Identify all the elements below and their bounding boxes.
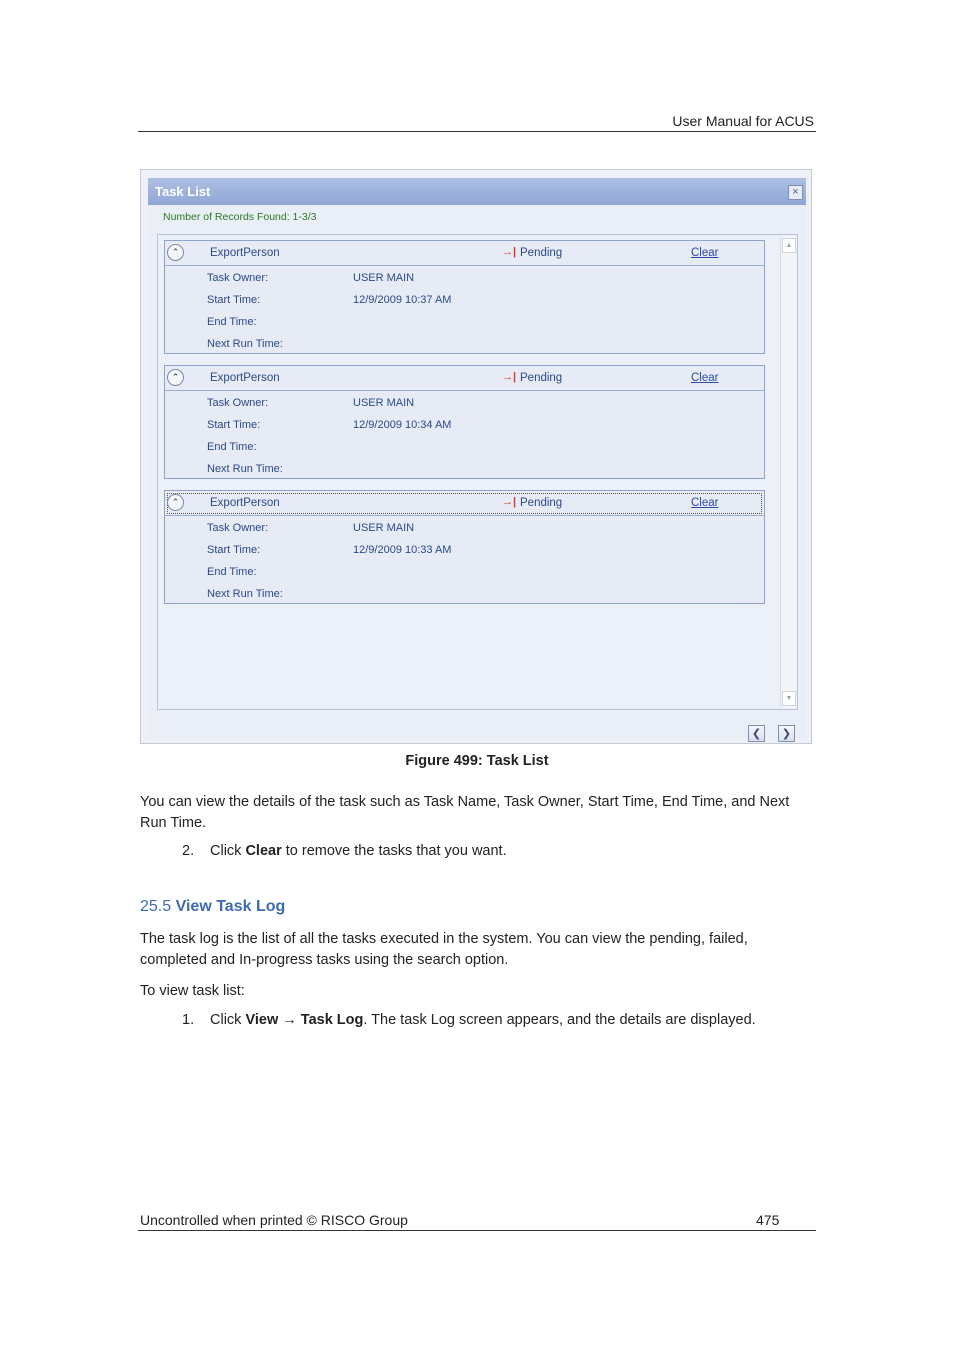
page-footer <box>138 1211 816 1231</box>
vertical-scrollbar[interactable] <box>780 236 796 708</box>
paragraph-to-view: To view task list: <box>140 983 245 999</box>
task-owner-label: Task Owner: <box>207 397 269 409</box>
next-run-time-label: Next Run Time: <box>207 463 283 475</box>
task-status: Pending <box>520 497 563 509</box>
next-run-time-label: Next Run Time: <box>207 588 283 600</box>
clear-link[interactable]: Clear <box>691 497 719 509</box>
collapse-icon[interactable]: ⌃ <box>167 494 184 511</box>
next-run-time-label: Next Run Time: <box>207 338 283 350</box>
end-time-label: End Time: <box>207 566 257 578</box>
start-time-value: 12/9/2009 10:37 AM <box>353 294 452 306</box>
window-title-bar <box>148 178 806 205</box>
task-list-window <box>148 178 806 738</box>
task-item <box>164 240 765 354</box>
task-header <box>165 491 764 516</box>
next-page-icon[interactable]: ❯ <box>778 725 795 742</box>
task-name: ExportPerson <box>210 247 280 259</box>
step-text: Click Clear to remove the tasks that you want. <box>210 843 507 859</box>
end-time-label: End Time: <box>207 316 257 328</box>
section-heading <box>140 898 285 916</box>
page-number: 475 <box>756 1212 780 1228</box>
step-text: Click View → Task Log. The task Log screen appears, and the details are displayed. <box>210 1012 756 1028</box>
collapse-icon[interactable]: ⌃ <box>167 369 184 386</box>
task-header <box>165 241 764 266</box>
pending-icon: →| <box>502 246 517 258</box>
task-owner-label: Task Owner: <box>207 272 269 284</box>
paragraph-task-details: You can view the details of the task such as Task Name, Task Owner, Start Time, End Time, and Next Run Time. <box>140 794 790 831</box>
task-name: ExportPerson <box>210 497 280 509</box>
task-header <box>165 366 764 391</box>
step-1 <box>182 1012 816 1034</box>
task-owner-label: Task Owner: <box>207 522 269 534</box>
footer-copyright: Uncontrolled when printed © RISCO Group <box>140 1212 408 1228</box>
task-owner-value: USER MAIN <box>353 397 415 409</box>
start-time-value: 12/9/2009 10:33 AM <box>353 544 452 556</box>
task-status: Pending <box>520 372 563 384</box>
previous-page-icon[interactable]: ❮ <box>748 725 765 742</box>
figure-caption: Figure 499: Task List <box>405 753 549 769</box>
pending-icon: →| <box>502 496 517 508</box>
manual-title: User Manual for ACUS <box>672 113 814 129</box>
start-time-label: Start Time: <box>207 294 261 306</box>
task-list <box>157 234 798 710</box>
task-list-screenshot <box>140 169 812 744</box>
start-time-label: Start Time: <box>207 419 261 431</box>
step-number: 1. <box>182 1012 195 1028</box>
task-owner-value: USER MAIN <box>353 272 415 284</box>
task-owner-value: USER MAIN <box>353 522 415 534</box>
scroll-down-icon[interactable]: ▼ <box>782 691 796 706</box>
task-status: Pending <box>520 247 563 259</box>
step-number: 2. <box>182 843 195 859</box>
collapse-icon[interactable]: ⌃ <box>167 244 184 261</box>
records-found: Number of Records Found: 1-3/3 <box>163 211 317 223</box>
pending-icon: →| <box>502 371 517 383</box>
section-number: 25.5 <box>140 898 172 915</box>
paragraph-task-log: The task log is the list of all the tasks executed in the system. You can view the pending, failed, completed and In-progress tasks using the search option. <box>140 931 748 968</box>
window-title: Task List <box>155 184 211 199</box>
end-time-label: End Time: <box>207 441 257 453</box>
task-item <box>164 365 765 479</box>
section-title: View Task Log <box>175 898 286 915</box>
page-header <box>138 112 816 132</box>
start-time-label: Start Time: <box>207 544 261 556</box>
close-icon[interactable]: × <box>788 185 803 200</box>
clear-link[interactable]: Clear <box>691 372 719 384</box>
clear-link[interactable]: Clear <box>691 247 719 259</box>
task-item <box>164 490 765 604</box>
start-time-value: 12/9/2009 10:34 AM <box>353 419 452 431</box>
step-2 <box>182 843 812 865</box>
scroll-up-icon[interactable]: ▲ <box>782 238 796 253</box>
task-name: ExportPerson <box>210 372 280 384</box>
